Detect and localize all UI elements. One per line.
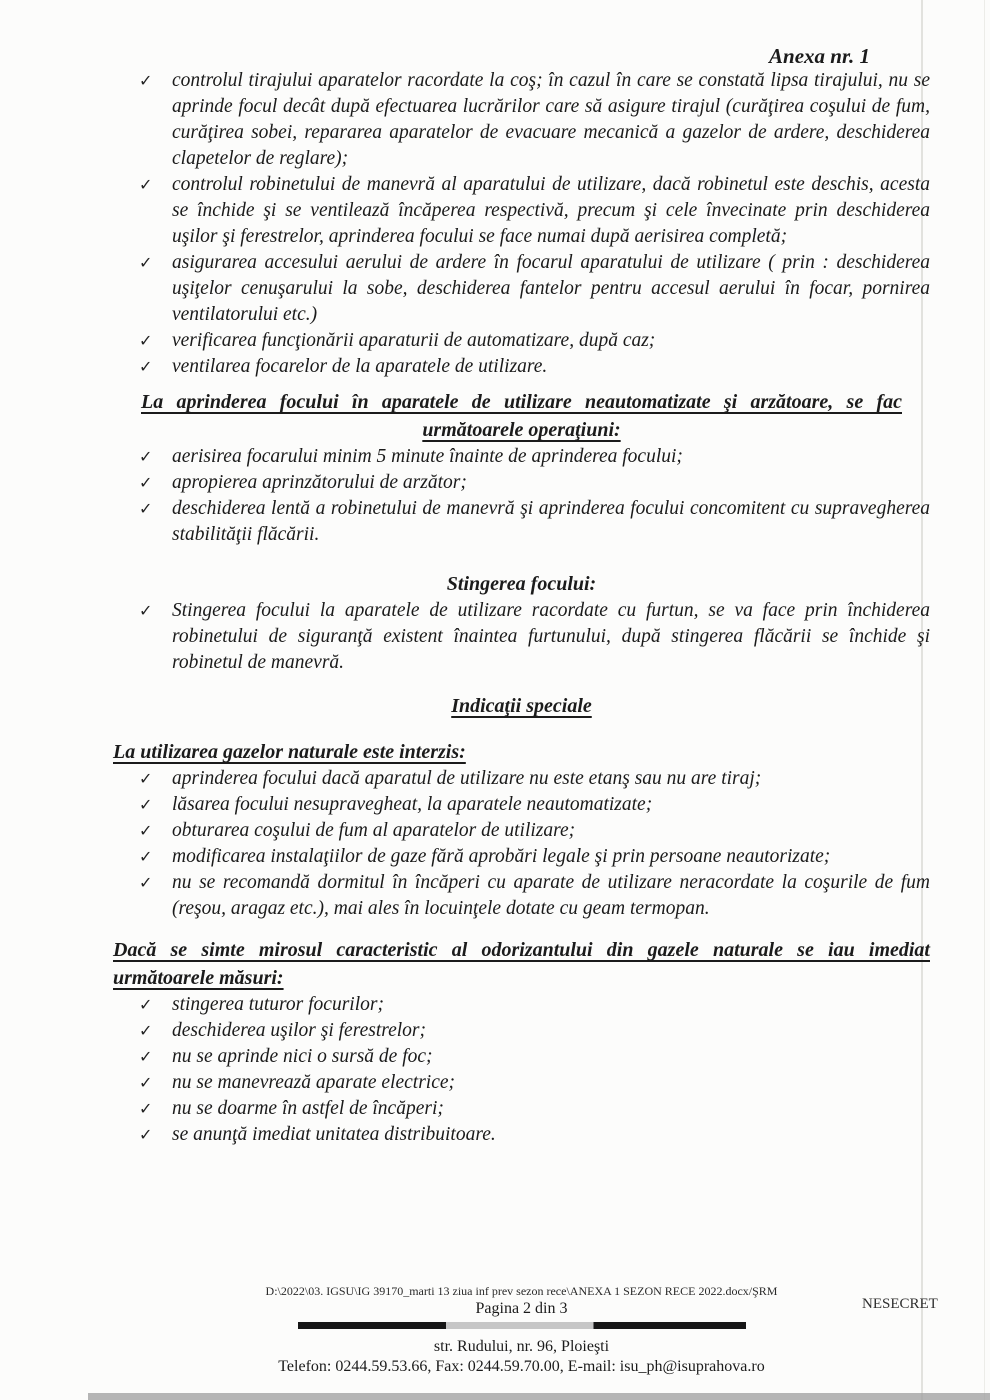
check-icon: ✓ — [139, 177, 153, 194]
list-item — [113, 844, 930, 870]
checklist-ignition-operations — [113, 444, 930, 548]
heading-line: La aprinderea focului în aparatele de utilizare neautomatizate şi arzătoare, se fac — [141, 391, 902, 413]
check-icon: ✓ — [139, 1049, 153, 1066]
list-item-text: nu se doarme în astfel de încăperi; — [172, 1098, 444, 1119]
list-item-text: Stingerea focului la aparatele de utilizare racordate cu furtun, se va face prin închiderea robinetului de siguranţă existent înaintea furtunului, după stingerea flăcării se închide şi robinetul de manevră. — [172, 600, 930, 673]
scan-artifact-bottom-band — [88, 1393, 990, 1400]
section-heading-gas-odor-measures — [113, 936, 930, 992]
footer-address: str. Rudului, nr. 96, Ploieşti — [433, 1338, 610, 1355]
check-icon: ✓ — [139, 1101, 153, 1118]
check-icon: ✓ — [139, 255, 153, 272]
list-item-text: aprinderea focului dacă aparatul de utilizare nu este etanş sau nu are tiraj; — [172, 768, 762, 789]
check-icon: ✓ — [139, 823, 153, 840]
list-item — [113, 870, 930, 922]
footer-page-number: Pagina 2 din 3 — [475, 1300, 568, 1317]
footer-file-path: D:\2022\03. IGSU\IG 39170_marti 13 ziua inf prev sezon rece\ANEXA 1 SEZON RECE 2022.docx/ŞRM — [265, 1284, 778, 1298]
page-footer — [113, 1284, 930, 1376]
list-item — [113, 470, 930, 496]
heading-line: următoarele măsuri: — [113, 967, 284, 989]
list-item — [113, 766, 930, 792]
check-icon: ✓ — [139, 1075, 153, 1092]
list-item — [113, 1070, 930, 1096]
list-item — [113, 818, 930, 844]
section-heading-fire-extinguishing: Stingerea focului: — [446, 573, 597, 595]
list-item — [113, 250, 930, 328]
list-item — [113, 354, 930, 380]
document-body — [113, 44, 930, 1148]
list-item-text: se anunţă imediat unitatea distribuitoare. — [172, 1124, 496, 1145]
check-icon: ✓ — [139, 449, 153, 466]
list-item-text: aerisirea focarului minim 5 minute înainte de aprinderea focului; — [172, 446, 683, 467]
list-item-text: apropierea aprinzătorului de arzător; — [172, 472, 467, 493]
list-item-text: deschiderea lentă a robinetului de manevră şi aprinderea focului concomitent cu supravegherea stabilităţii flăcării. — [172, 498, 930, 545]
list-item-text: controlul robinetului de manevră al aparatului de utilizare, dacă robinetul este deschis, acesta se închide şi se ventilează încăperea respectivă, precum şi cele învecinate prin deschiderea uşilor şi ferestrelor, aprinderea focului se face numai după aerisirea completă; — [172, 174, 930, 247]
list-item-text: verificarea funcţionării aparaturii de automatizare, după caz; — [172, 330, 656, 351]
list-item-text: obturarea coşului de fum al aparatelor de utilizare; — [172, 820, 576, 841]
list-item — [113, 1096, 930, 1122]
list-item — [113, 172, 930, 250]
list-item-text: modificarea instalaţiilor de gaze fără aprobări legale şi prin persoane neautorizate; — [172, 846, 831, 867]
list-item — [113, 328, 930, 354]
annex-label: Anexa nr. 1 — [769, 44, 870, 68]
section-heading-forbidden: La utilizarea gazelor naturale este interzis: — [113, 741, 466, 763]
scan-artifact-edge-line — [984, 0, 985, 1400]
check-icon: ✓ — [139, 359, 153, 376]
check-icon: ✓ — [139, 475, 153, 492]
check-icon: ✓ — [139, 997, 153, 1014]
check-icon: ✓ — [139, 501, 153, 518]
list-item-text: nu se recomandă dormitul în încăperi cu aparate de utilizare neracordate la coşurile de fum (reşou, aragaz etc.), mai ales în locuinţele dotate cu geam termopan. — [172, 872, 930, 919]
list-item — [113, 792, 930, 818]
list-item — [113, 444, 930, 470]
list-item — [113, 992, 930, 1018]
list-item-text: stingerea tuturor focurilor; — [172, 994, 384, 1015]
classification-label: NESECRET — [862, 1296, 938, 1312]
checklist-fire-extinguishing — [113, 598, 930, 676]
check-icon: ✓ — [139, 849, 153, 866]
list-item-text: controlul tirajului aparatelor racordate la coş; în cazul în care se constată lipsa tirajului, nu se aprinde focul decât după efectuarea lucrărilor care să asigure tirajul (curăţirea coşului de fum, curăţirea sobei, repararea aparatelor de evacuare mecanică a gazelor de ardere, deschiderea clapetelor de reglare); — [172, 70, 930, 169]
checklist-ignition-checks — [113, 68, 930, 380]
section-heading-ignition-operations — [113, 388, 930, 444]
list-item-text: nu se manevrează aparate electrice; — [172, 1072, 456, 1093]
check-icon: ✓ — [139, 1023, 153, 1040]
check-icon: ✓ — [139, 875, 153, 892]
list-item — [113, 1122, 930, 1148]
check-icon: ✓ — [139, 333, 153, 350]
list-item-text: ventilarea focarelor de la aparatele de utilizare. — [172, 356, 548, 377]
footer-contact: Telefon: 0244.59.53.66, Fax: 0244.59.70.00, E-mail: isu_ph@isuprahova.ro — [278, 1358, 765, 1375]
list-item — [113, 1018, 930, 1044]
check-icon: ✓ — [139, 771, 153, 788]
check-icon: ✓ — [139, 73, 153, 90]
section-heading-special-indications: Indicaţii speciale — [451, 695, 592, 717]
check-icon: ✓ — [139, 1127, 153, 1144]
list-item-text: deschiderea uşilor şi ferestrelor; — [172, 1020, 427, 1041]
heading-line: următoarele operaţiuni: — [422, 419, 621, 441]
check-icon: ✓ — [139, 797, 153, 814]
heading-line: Dacă se simte mirosul caracteristic al odorizantului din gazele naturale se iau imediat — [113, 939, 930, 961]
checklist-gas-odor-measures — [113, 992, 930, 1148]
checklist-forbidden — [113, 766, 930, 922]
footer-divider-bar — [298, 1322, 746, 1329]
list-item-text: lăsarea focului nesupravegheat, la aparatele neautomatizate; — [172, 794, 653, 815]
list-item-text: asigurarea accesului aerului de ardere în focarul aparatului de utilizare ( prin : deschiderea uşiţelor cenuşarului la sobe, deschiderea fantelor pentru accesul aerului în focar, pornirea ventilatorului etc.) — [172, 252, 930, 325]
list-item — [113, 496, 930, 548]
list-item — [113, 598, 930, 676]
list-item — [113, 68, 930, 172]
check-icon: ✓ — [139, 603, 153, 620]
list-item-text: nu se aprinde nici o sursă de foc; — [172, 1046, 433, 1067]
list-item — [113, 1044, 930, 1070]
